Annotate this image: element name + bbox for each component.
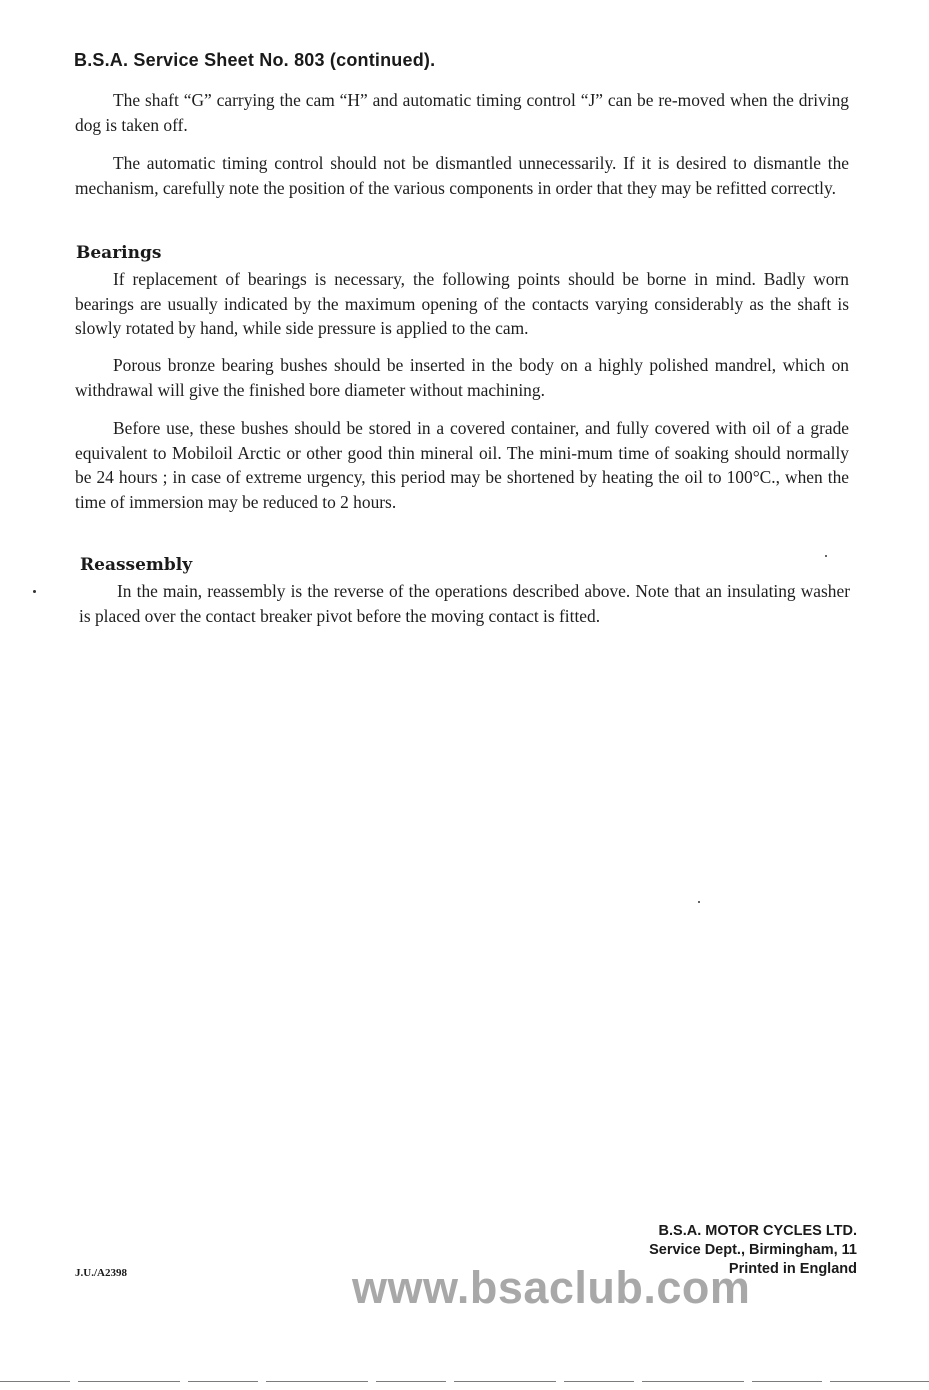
paragraph-bearing-replacement: If replacement of bearings is necessary, the following points should be borne in mind. Badly worn bearings are usually indicated by the maximum opening of the contacts varying considerably as the shaft is slowly rotated by hand, while side pressure is applied to the cam. bbox=[75, 269, 849, 339]
footer-company-name: B.S.A. MOTOR CYCLES LTD. bbox=[658, 1223, 857, 1239]
footer-document-code: J.U./A2398 bbox=[75, 1267, 127, 1279]
margin-mark bbox=[698, 901, 700, 903]
paragraph-bush-storage: Before use, these bushes should be stored in a covered container, and fully covered with oil of a grade equivalent to Mobiloil Arctic or other good thin mineral oil. The mini-mum time of soaking should normally be 24 hours ; in case of extreme urgency, this period may be shortened by heating the oil to 100°C., when the time of immersion may be reduced to 2 hours. bbox=[75, 418, 849, 512]
watermark-link: www.bsaclub.com bbox=[352, 1262, 751, 1313]
page-title: B.S.A. Service Sheet No. 803 (continued). bbox=[74, 50, 436, 70]
paragraph-reassembly: In the main, reassembly is the reverse of the operations described above. Note that an insulating washer is placed over the contact breaker pivot before the moving contact is fitted. bbox=[79, 581, 850, 626]
margin-mark bbox=[825, 555, 827, 557]
paragraph-timing-control: The automatic timing control should not be dismantled unnecessarily. If it is desired to dismantle the mechanism, carefully note the position of the various components in order that they may be refitted correctly. bbox=[75, 153, 849, 198]
footer-department: Service Dept., Birmingham, 11 bbox=[649, 1242, 857, 1258]
heading-reassembly: Reassembly bbox=[80, 555, 193, 575]
margin-mark bbox=[33, 590, 36, 593]
paragraph-porous-bushes: Porous bronze bearing bushes should be inserted in the body on a highly polished mandrel, which on withdrawal will give the finished bore diameter without machining. bbox=[75, 355, 849, 400]
footer-printed: Printed in England bbox=[728, 1261, 857, 1277]
heading-bearings: Bearings bbox=[76, 243, 162, 263]
paragraph-shaft-removal: The shaft “G” carrying the cam “H” and automatic timing control “J” can be re-moved when the driving dog is taken off. bbox=[75, 90, 849, 135]
bottom-rule-divider bbox=[0, 1381, 929, 1382]
